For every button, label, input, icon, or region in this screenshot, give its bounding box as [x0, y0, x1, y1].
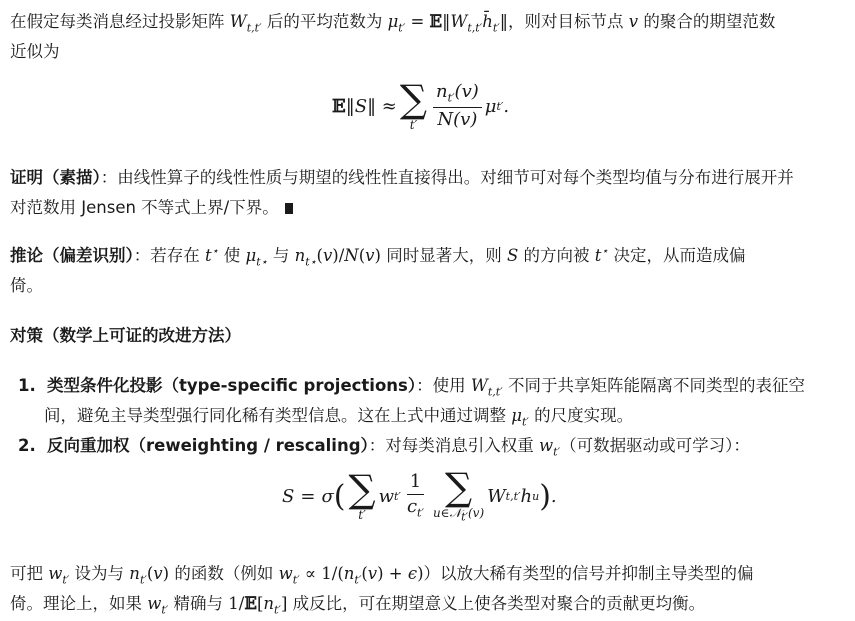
proof-text: ：由线性算子的线性性质与期望的线性性直接得出。对细节可对每个类型均值与分布进行展开并 — [100, 168, 794, 187]
proof-title: 证明（素描） — [10, 168, 101, 187]
corollary-text: 同时显著大，则 — [386, 246, 502, 265]
intro-text: 的聚合的期望范数 — [643, 12, 776, 31]
corollary-title: 推论（偏差识别） — [10, 246, 134, 265]
closing-line-2 — [10, 590, 705, 616]
closing-line-1 — [10, 560, 754, 586]
corollary-text: 决定，从而造成偏 — [613, 246, 746, 265]
list-item-text: 不同于共享矩阵能隔离不同类型的表征空 — [507, 376, 805, 395]
closing-text: 的函数（例如 — [174, 564, 274, 583]
math-W-t-tprime: $W_{t,t'}$ — [470, 376, 503, 399]
list-item-text: （可数据驱动或可学习）： — [560, 436, 750, 455]
math-W-t-tprime: $W_{t,t'}$ — [229, 12, 262, 35]
proof-line-1 — [10, 164, 794, 188]
intro-text: 后的平均范数为 — [266, 12, 383, 31]
list-item-continuation — [44, 402, 633, 428]
list-item-text: 的尺度实现。 — [534, 406, 634, 425]
qed-square-icon — [285, 203, 293, 214]
list-number: 2. — [18, 436, 36, 455]
list-item — [18, 372, 805, 398]
corollary-text: 的方向被 — [523, 246, 590, 265]
expected-norm-equation: 𝔼 ‖ S ‖ ≈ ∑ t′ $\frac{n_{t'}(v)}{N(v)}$ μ t′ . — [332, 77, 510, 132]
math-w-tprime: $w_{t'}$ — [147, 594, 169, 617]
closing-text: 可把 — [10, 564, 43, 583]
strategy-heading — [10, 322, 241, 346]
math-mu-def: $\mu_{t'}$ = $𝔼‖W_{t,t'}h̄_{t'}‖$ — [387, 12, 508, 35]
closing-text: 设为与 — [74, 564, 125, 583]
corollary-text: 使 — [223, 246, 241, 265]
closing-text: ）以放大稀有类型的信号并抑制主导类型的偏 — [423, 564, 754, 583]
list-number: 1. — [18, 376, 36, 395]
math-inverse-expected-n: $1/𝔼[n_{t'}]$ — [228, 594, 288, 617]
intro-text: 在假定每类消息经过投影矩阵 — [10, 12, 225, 31]
corollary-line-2: 倚。 — [10, 276, 43, 295]
math-S: S — [506, 246, 519, 265]
math-w-tprime: $w_{t'}$ — [539, 436, 561, 459]
closing-text: 精确与 — [173, 594, 224, 613]
math-mu-tprime: $\mu_{t'}$ — [511, 406, 529, 429]
proof-text: 对范数用 Jensen 不等式上界/下界。 — [10, 198, 279, 217]
corollary-text: ：若存在 — [133, 246, 200, 265]
list-item-text: ：对每类消息引入权重 — [368, 436, 534, 455]
closing-text: 成反比，可在期望意义上使各类型对聚合的贡献更均衡。 — [292, 594, 706, 613]
math-n-tprime-v: $n_{t'}(v)$ — [129, 564, 170, 587]
intro-line-2: 近似为 — [10, 42, 60, 61]
proof-line-2 — [10, 194, 293, 218]
list-item-title: 类型条件化投影（type-specific projections） — [47, 376, 417, 395]
math-w-tprime: $w_{t'}$ — [48, 564, 70, 587]
corollary-line-1 — [10, 242, 746, 268]
reweighted-aggregation-equation: S = σ ( ∑ t′ w t′ $\frac{1}{c_{t'}}$ ∑ u∈𝒩$_{t'}$(v) W t,t′ h u ) . — [282, 465, 557, 524]
closing-text: 倚。理论上，如果 — [10, 594, 142, 613]
intro-text: ，则对目标节点 — [508, 12, 624, 31]
math-t-star: t⋆ — [205, 244, 219, 265]
math-mu-tstar: $\mu_{t⋆}$ — [245, 246, 268, 269]
list-item — [18, 432, 750, 458]
corollary-text: 与 — [272, 246, 290, 265]
intro-line-1 — [10, 8, 775, 34]
list-item-title: 反向重加权（reweighting / rescaling） — [47, 436, 369, 455]
math-w-proportional: $w_{t'} \propto 1/(n_{t'}(v) + \epsilon)$ — [278, 564, 424, 587]
math-v: v — [628, 12, 639, 31]
math-n-ratio: $n_{t⋆}(v)/N(v)$ — [294, 246, 381, 269]
list-item-text: ：使用 — [416, 376, 466, 395]
math-t-star: t⋆ — [594, 244, 609, 265]
list-item-text: 间，避免主导类型强行同化稀有类型信息。这在上式中通过调整 — [44, 406, 506, 425]
strategy-title: 对策（数学上可证的改进方法） — [10, 326, 241, 345]
